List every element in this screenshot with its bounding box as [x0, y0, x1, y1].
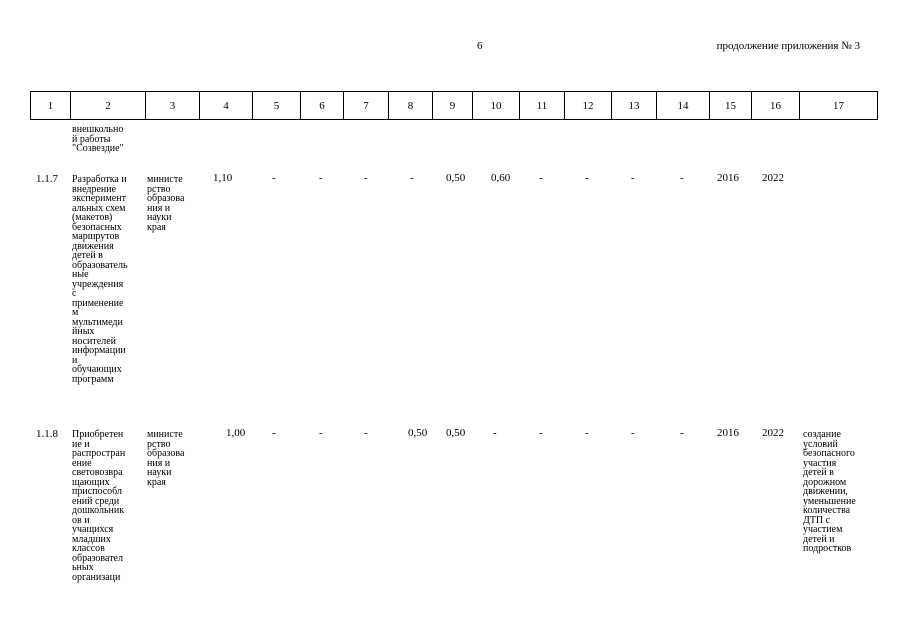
page-number: 6	[477, 40, 483, 52]
cell-col15: 2016	[717, 172, 739, 184]
row-number: 1.1.8	[36, 428, 58, 440]
column-header: 5	[253, 92, 301, 120]
cell-col13: -	[631, 172, 635, 184]
column-header: 12	[565, 92, 612, 120]
cell-col12: -	[585, 172, 589, 184]
prev-row-name-continuation: внешкольно й работы "Созвездие"	[72, 124, 124, 154]
cell-col10: 0,60	[491, 172, 511, 184]
column-header: 3	[146, 92, 200, 120]
row-name: Разработка и внедрение эксперимент альных схем (макетов) безопасных маршрутов движения детей в образователь ные учреждения с применение м мультимеди йных носителей информации и обучающих программ	[72, 174, 128, 385]
row-executor: министе рство образова ния и науки края	[147, 174, 185, 233]
cell-col14: -	[680, 172, 684, 184]
cell-col13: -	[631, 427, 635, 439]
cell-col17: создание условий безопасного участия детей в дорожном движении, уменьшение количества ДТП с участием детей и подростков	[803, 429, 856, 554]
cell-col9: 0,50	[446, 172, 466, 184]
cell-col6: -	[319, 172, 323, 184]
column-header: 7	[344, 92, 389, 120]
row-number: 1.1.7	[36, 173, 58, 185]
continuation-title: продолжение приложения № 3	[716, 40, 860, 52]
column-header: 6	[301, 92, 344, 120]
column-header: 11	[520, 92, 565, 120]
column-header: 14	[657, 92, 710, 120]
column-header: 13	[612, 92, 657, 120]
column-header: 10	[473, 92, 520, 120]
cell-col8: -	[410, 172, 414, 184]
cell-col14: -	[680, 427, 684, 439]
cell-col9: 0,50	[446, 427, 466, 439]
cell-col5: -	[272, 427, 276, 439]
cell-col4: 1,10	[213, 172, 233, 184]
cell-col10: -	[493, 427, 497, 439]
column-header: 15	[710, 92, 752, 120]
column-header: 16	[752, 92, 800, 120]
column-header: 17	[800, 92, 878, 120]
row-name: Приобретен ие и распростран ение световозвра щающих приспособл ений среди дошкольник ов и учащихся младших классов образовател ьных организаци	[72, 429, 126, 583]
cell-col7: -	[364, 427, 368, 439]
cell-col4: 1,00	[226, 427, 246, 439]
cell-col16: 2022	[762, 427, 784, 439]
cell-col6: -	[319, 427, 323, 439]
cell-col5: -	[272, 172, 276, 184]
column-header: 2	[71, 92, 146, 120]
column-header: 9	[433, 92, 473, 120]
cell-col8: 0,50	[408, 427, 428, 439]
cell-col12: -	[585, 427, 589, 439]
cell-col7: -	[364, 172, 368, 184]
column-header: 1	[31, 92, 71, 120]
cell-col16: 2022	[762, 172, 784, 184]
column-header: 4	[200, 92, 253, 120]
cell-col15: 2016	[717, 427, 739, 439]
cell-col11: -	[539, 427, 543, 439]
cell-col11: -	[539, 172, 543, 184]
column-header-row	[30, 91, 878, 120]
row-executor: министе рство образова ния и науки края	[147, 429, 185, 488]
column-header: 8	[389, 92, 433, 120]
